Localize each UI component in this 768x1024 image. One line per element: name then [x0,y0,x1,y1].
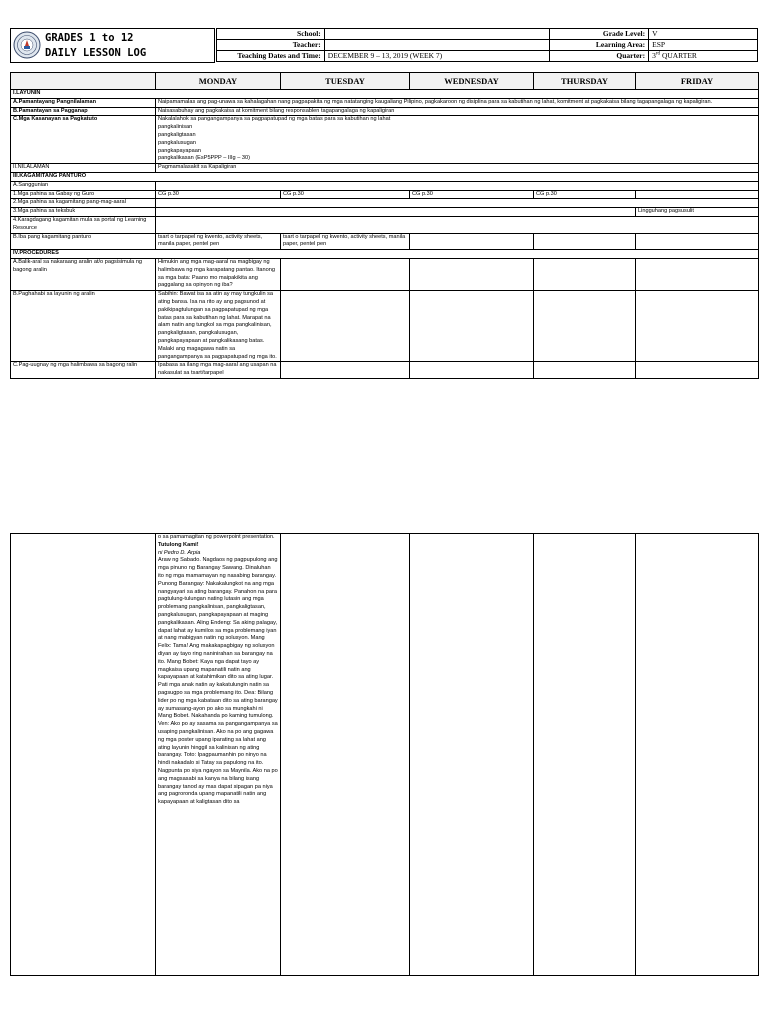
quarter-value [649,51,758,62]
kasanayan-item: pangkalinisan [158,124,193,131]
continuation-wednesday [410,534,534,976]
story-intro: o sa pamamagitan ng powerpoint presentation. [158,534,275,540]
iba-label: B.Iba pang kagamitang panturo [11,233,156,250]
balik-thursday [534,258,636,290]
day-thursday: THURSDAY [534,73,636,90]
kasanayan-label: C.Mga Kasanayan sa Pagkatuto [11,116,156,164]
grade-level-value: V [649,29,758,40]
gabay-label: 1.Mga pahina sa Gabay ng Guro [11,190,156,199]
kasanayan-item: pangkalikasan (EsP5PPP – IIIg – 30) [158,155,250,162]
balik-tuesday [281,258,410,290]
kasanayan-cell [156,116,759,164]
sanggunian-blank [156,181,759,190]
continuation-thursday [534,534,636,976]
teksbuk-label: 3.Mga pahina sa teksbuk [11,208,156,217]
teaching-dates-label: Teaching Dates and Time: [217,51,325,62]
title-grades: GRADES 1 to 12 [45,32,134,44]
learning-area-label: Learning Area: [550,40,649,51]
paghahabi-thursday [534,291,636,362]
iba-monday: tsart o tarpapel ng kwento, activity sheets, manila paper, pentel pen [156,233,281,250]
section-procedures: IV.PROCEDURES [11,250,759,259]
day-monday: MONDAY [156,73,281,90]
quarter-suffix: rd [655,51,661,57]
teksbuk-friday: Lingguhang pagsusulit [636,208,759,217]
story-body: Araw ng Sabado. Nagdaos ng pagpupulong ang mga pinuno ng Barangay Sawang. Dinaluhan ito ng mga mamamayan ng nasabing barangay. Punong Barangay: Nakakalungkot na ang mga nangyayari sa ating barangay. Panahon na para pagtulung-tulungan nating lutasin ang mga problemang pangkalinisan, pangkaligtasan, pangkalusugan, pangkapayapaan at maging pangkalikasan. Aling Endeng: Sa aking palagay, dapat lahat ay kumilos sa mga problemang iyan at nang mabigyan natin ng solusyon. Mang Felix: Tama! Ang makakapagbigay ng solusyon diyan ay tayo ring naninirahan sa barangay na ito. Mang Bobet: Kaya nga dapat tayo ay magkaisa upang mapanatili natin ang kapayapaan at katahimikan dito sa ating lugar. Pati mga anak natin ay kakatulungin natin sa pagsugpo sa mga problemang ito. Dea: Bilang lider po ng mga kabataan dito sa ating barangay ay sumasang-ayon po ako sa mungkahi ni Mang Bobet. Nakahanda po kaming tumulong. Ven: Ako po ay sasama sa pangangampanya sa usaping pangkalinisan. Ako na po ang gagawa ng mga poster upang iparating sa lahat ang ating layunin hinggil sa kalinisan ng ating barangay. Toto: Ipagpaumanhin po ninyo na hindi nakadalo si Tatay sa papulong na ito. Nagpunta po siya ngayon sa Maynila. Ako na po ang magsasabi sa kanya na bilang isang barangay tanod ay mas dapat sipagan pa niya ang pagroronda upang mapanatili natin ang kapayapaan at kaligtasan dito sa [158,557,278,806]
paguugnay-tuesday [281,362,410,379]
paghahabi-wednesday [410,291,534,362]
paghahabi-tuesday [281,291,410,362]
iba-tuesday: tsart o tarpapel ng kwento, activity sheets, manila paper, pentel pen [281,233,410,250]
gabay-friday [636,190,759,199]
learning-area-value: ESP [649,40,758,51]
lesson-log-table [10,72,759,379]
grade-level-label: Grade Level: [550,29,649,40]
balik-friday [636,258,759,290]
kasanayan-item: pangkapayapaan [158,147,201,154]
continuation-monday [156,534,281,976]
kasanayan-item: pangkaligtasan [158,131,196,138]
kagamitang-blank [156,199,759,208]
pagganap-text: Naisasabuhay ang pagkakaisa at komitment bilang responsablen tagapangalaga ng kapaligiran [156,107,759,116]
story-author: ni Pedro D. Arpia [158,549,201,556]
quarter-word: QUARTER [661,51,697,60]
teacher-label: Teacher: [217,40,325,51]
section-layunin: I.LAYUNIN [11,90,759,99]
pangnilalaman-text: Naipamamalas ang pag-unawa sa kahalagahan nang pagpapakita ng mga natatanging kaugaliang Pilipino, pagkakaroon ng disiplina para sa kabutihan ng lahat, komitment at pagkakaisa bilang tagapangalaga ng kapaligiran. [156,98,759,107]
continuation-tuesday [281,534,410,976]
section-kagamitan: III.KAGAMITANG PANTURO [11,172,759,181]
balik-label: A.Balik-aral sa nakaraang aralin at/o pagsisimula ng bagong aralin [11,258,156,290]
school-value [324,29,550,40]
paguugnay-thursday [534,362,636,379]
nilalaman-text: Pagmamalasakit sa Kapaligiran [156,164,759,173]
paguugnay-monday: Ipabasa sa ilang mga mag-aaral ang usapan na nakasulat sa tsart/tarpapel [156,362,281,379]
continuation-friday [636,534,759,976]
kagamitang-label: 2.Mga pahina sa kagamitang pang-mag-aaral [11,199,156,208]
day-header-blank [11,73,156,90]
day-header-row [11,73,759,90]
quarter-label: Quarter: [550,51,649,62]
continuation-label-blank [11,534,156,976]
paguugnay-wednesday [410,362,534,379]
gabay-tuesday: CG p.30 [281,190,410,199]
paghahabi-friday [636,291,759,362]
karagdagang-label: 4.Karagdagang kagamitan mula sa portal ng Learning Resource [11,216,156,233]
iba-friday [636,233,759,250]
pagganap-label: B.Pamantayan sa Pagganap [11,107,156,116]
day-friday: FRIDAY [636,73,759,90]
paghahabi-monday: Sabihin: Bawat isa sa atin ay may tungkulin sa ating bansa. Isa na rito ay ang pagsunod at pakikipagtulungan sa pagpapatupad ng mga batas para sa kabutihan ng lahat. Marapat na alam natin ang tungkol sa mga pangkalinisan, pangkaligtasan, pangkalusugan, pangkapayapaan at pangkalikasang batas. Malaki ang magagawa natin sa pangangampanya sa pagpapatupad ng mga ito. [156,291,281,362]
school-label: School: [217,29,325,40]
day-wednesday: WEDNESDAY [410,73,534,90]
teksbuk-blank [156,208,636,217]
teacher-value [324,40,550,51]
teaching-dates-value: DECEMBER 9 – 13, 2019 (WEEK 7) [324,51,550,62]
kasanayan-intro: Nakalalahok sa pangangampanya sa pagpapatupad ng mga batas para sa kabutihan ng lahat [158,116,391,123]
pangnilalaman-label: A.Pamantayang Pangnilalaman [11,98,156,107]
lesson-log-continuation-table [10,533,759,976]
paghahabi-label: B.Paghahabi sa layunin ng aralin [11,291,156,362]
gabay-thursday: CG p.30 [534,190,636,199]
quarter-number: 3 [652,51,656,60]
document-title-box [10,28,215,63]
day-tuesday: TUESDAY [281,73,410,90]
deped-seal-icon [13,31,41,59]
info-table [216,28,758,62]
nilalaman-label: II.NILALAMAN [11,164,156,173]
karagdagang-blank [156,216,759,233]
story-title: Tutulong Kami! [158,541,199,548]
gabay-wednesday: CG p.30 [410,190,534,199]
sanggunian-label: A.Sanggunian [11,181,156,190]
paguugnay-label: C.Pag-uugnay ng mga halimbawa sa bagong ralin [11,362,156,379]
balik-wednesday [410,258,534,290]
gabay-monday: CG p.30 [156,190,281,199]
title-daily-lesson-log: DAILY LESSON LOG [45,47,147,59]
iba-wednesday [410,233,534,250]
paguugnay-friday [636,362,759,379]
kasanayan-item: pangkalusugan [158,139,196,146]
balik-monday: Himukin ang mga mag-aaral na magbigay ng halimbawa ng mga karapatang pantao. Itanong sa mga bata: Paano mo maipakikita ang paggalang sa opinyon ng iba? [156,258,281,290]
iba-thursday [534,233,636,250]
